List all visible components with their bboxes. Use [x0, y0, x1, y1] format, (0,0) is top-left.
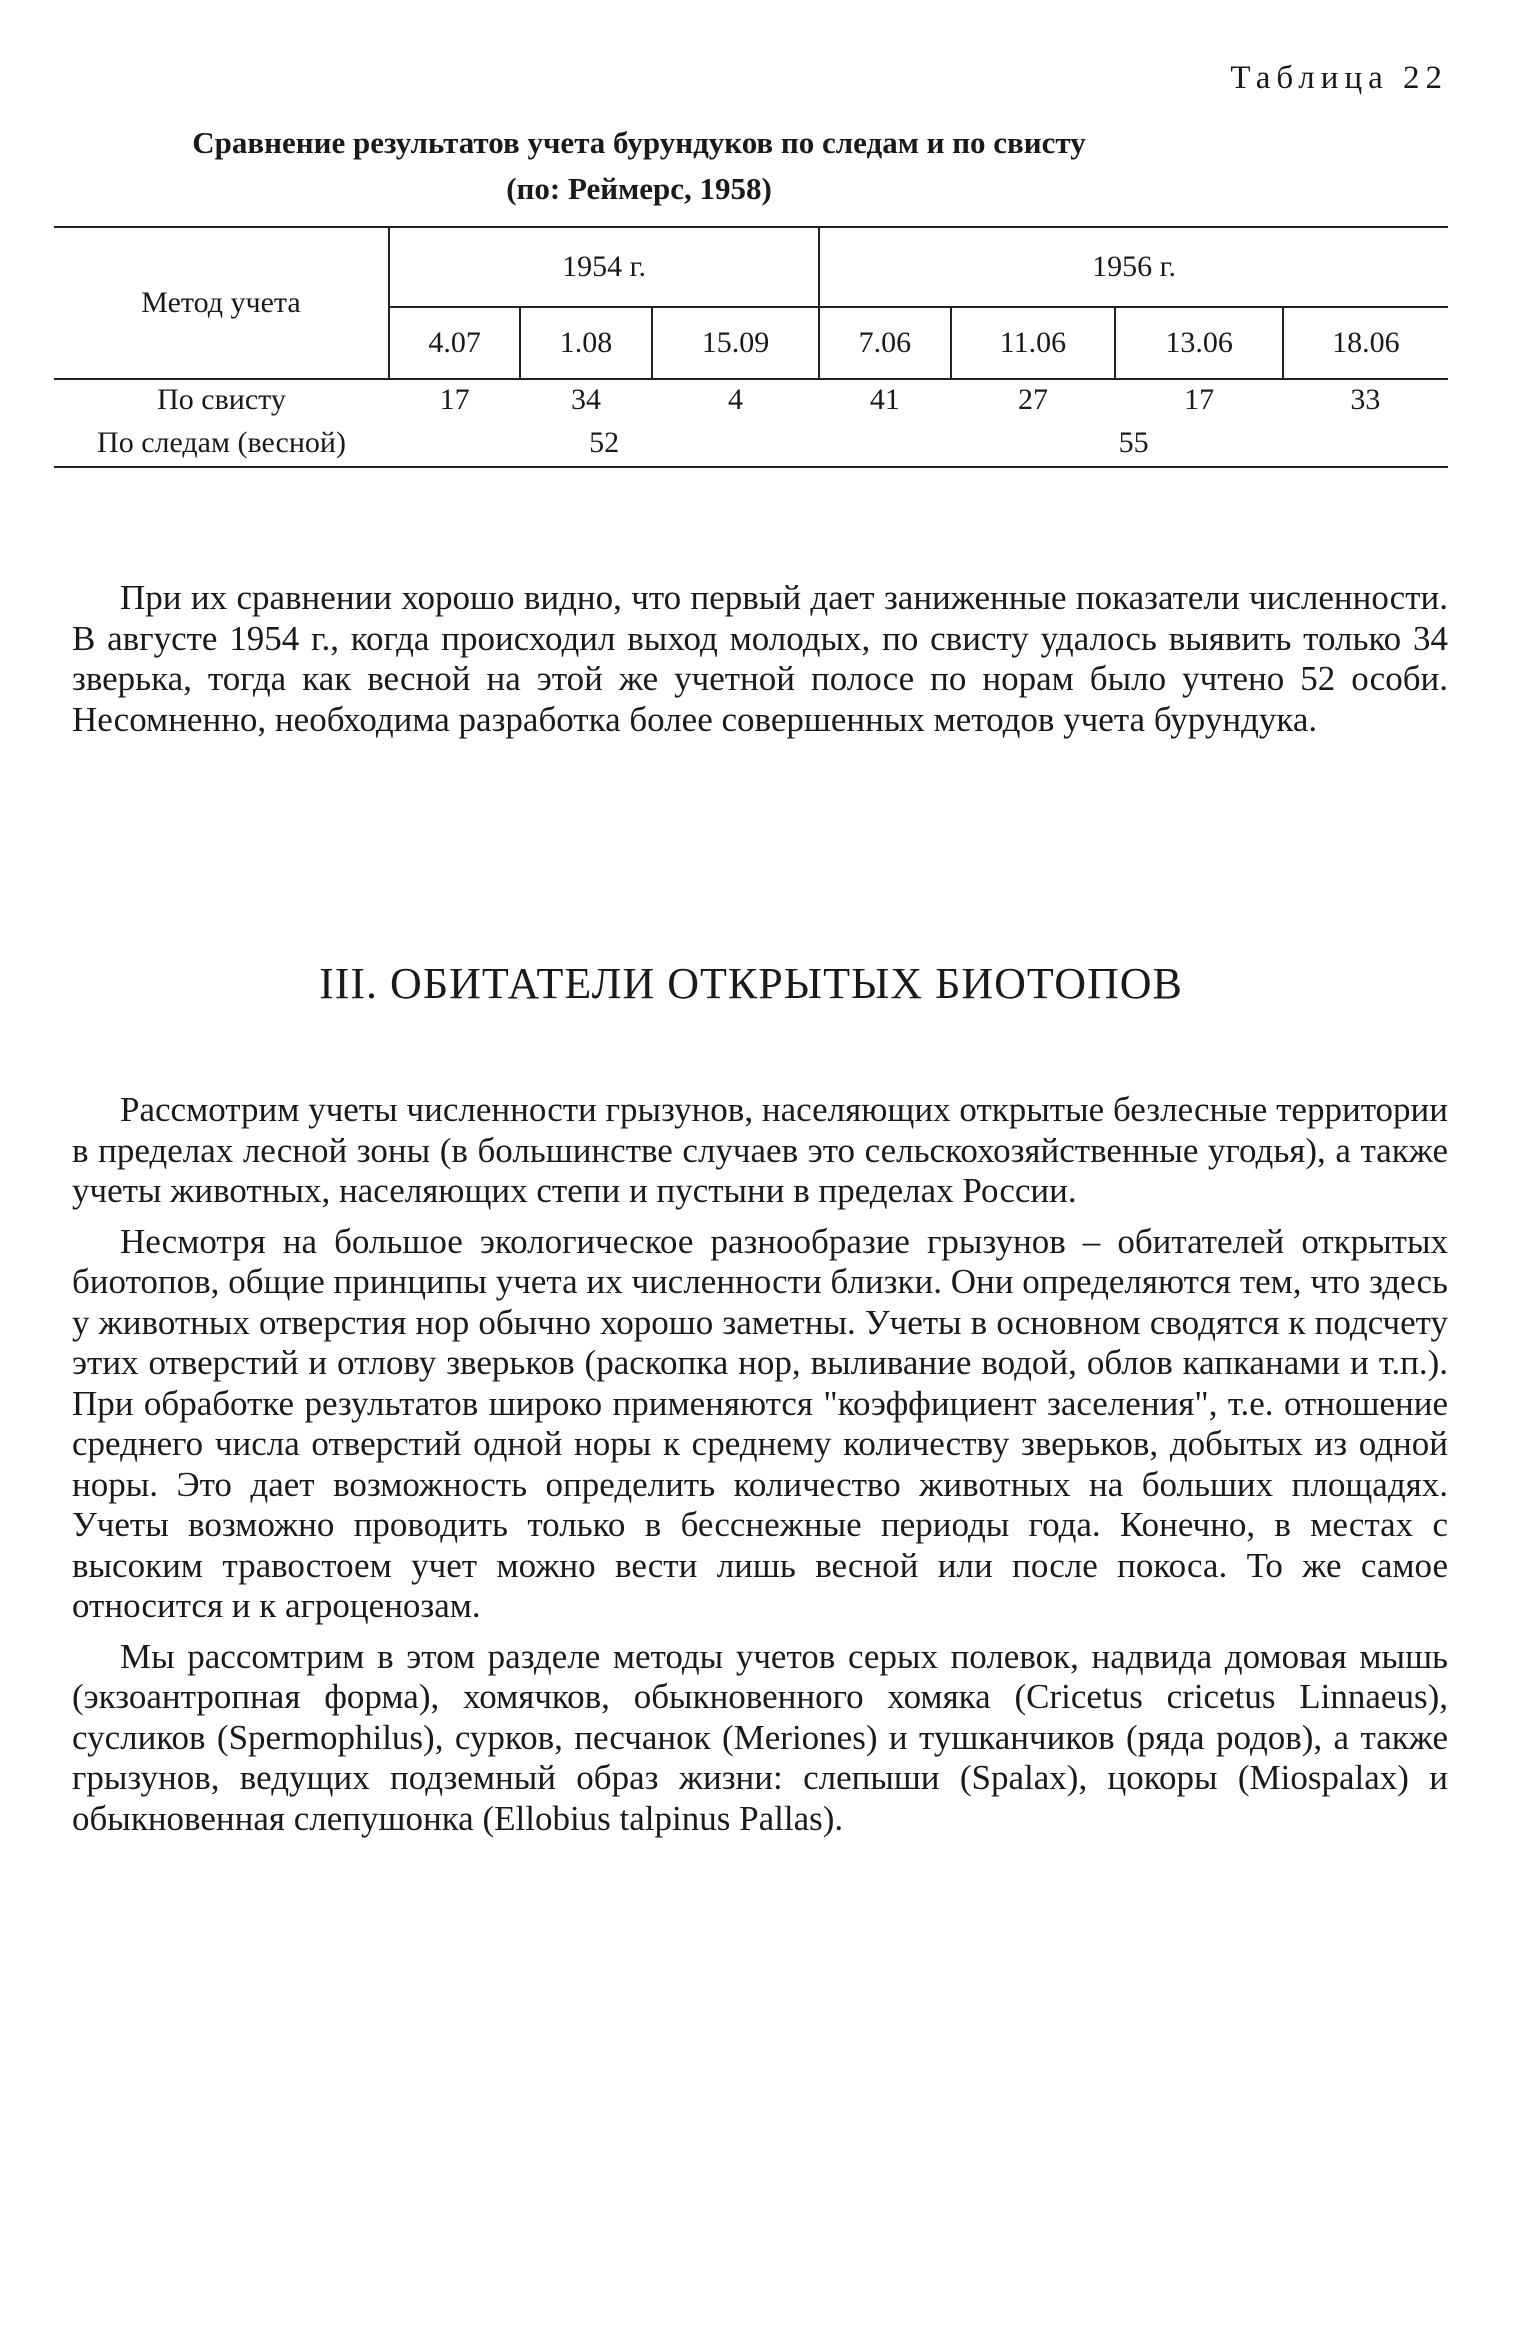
table-number-label: Таблица 22 — [1230, 60, 1448, 96]
table-cell: 4 — [727, 383, 743, 416]
paragraph: При их сравнении хорошо видно, что первый дает заниженные показатели численности. В августе 1954 г., когда происходил выход молодых, по свисту удалось выявить только 34 зверька, тогда как весной на этой же учетной полосе по норам было учтено 52 особи. Несомненно, необходима разработка более совершенных методов учета бурундука. — [72, 578, 1448, 739]
table-cell: 27 — [1017, 383, 1048, 416]
table-header-row-years — [54, 227, 1448, 307]
row-label-whistle: По свисту — [157, 383, 286, 416]
section-text-block — [72, 1090, 1448, 1849]
date-header-cell: 4.07 — [389, 307, 520, 379]
paragraph: Мы рассомтрим в этом разделе методы учетов серых полевок, надвида домовая мышь (экзоантропная форма), хомячков, обыкновенного хомяка (Cricetus cricetus Linnaeus), сусликов (Spermophilus), сурков, песчанок (Meriones) и тушканчиков (ряда родов), а также грызунов, ведущих подземный образ жизни: слепыши (Spalax), цокоры (Miospalax) и обыкновенная слепушонка (Ellobius talpinus Pallas). — [72, 1636, 1448, 1838]
date-header-cell: 7.06 — [819, 307, 950, 379]
date-header-cell: 18.06 — [1283, 307, 1448, 379]
table-title-line-1: Сравнение результатов учета бурундуков по следам и по свисту — [192, 125, 1086, 160]
comparison-table — [54, 226, 1448, 468]
date-header-cell: 15.09 — [652, 307, 820, 379]
table-row-tracks — [54, 420, 1448, 467]
paragraph: Несмотря на большое экологическое разнообразие грызунов – обитателей открытых биотопов, общие принципы учета их численности близки. Они определяются тем, что здесь у животных отверстия нор обычно хорошо заметны. Учеты в основном сводятся к подсчету этих отверстий и отлову зверьков (раскопка нор, выливание водой, облов капканами и т.п.). При обработке результатов широко применяются "коэффициент заселения", т.е. отношение среднего числа отверстий одной норы к среднему количеству зверьков, добытых из одной норы. Это дает возможность определить количество животных на больших площадях. Учеты возможно проводить только в бесснежные периоды года. Конечно, в местах с высоким травостоем учет можно вести лишь весной или после покоса. То же самое относится и к агроценозам. — [72, 1221, 1448, 1625]
table-title — [54, 120, 1224, 212]
row-label-tracks: По следам (весной) — [54, 420, 389, 467]
table-cell: 34 — [571, 383, 602, 416]
date-header-cell: 11.06 — [951, 307, 1116, 379]
intro-text-block — [72, 578, 1448, 750]
table-cell: 33 — [1350, 383, 1381, 416]
table-cell: 17 — [439, 383, 470, 416]
table-title-line-2: (по: Реймерс, 1958) — [506, 171, 772, 206]
table-row-whistle — [54, 379, 1448, 420]
paragraph: Рассмотрим учеты численности грызунов, населяющих открытые безлесные территории в пределах лесной зоны (в большинстве случаев это сельскохозяйственные угодья), а также учеты животных, населяющих степи и пустыни в пределах России. — [72, 1090, 1448, 1210]
year-1954-header: 1954 г. — [389, 227, 819, 307]
table-cell-tracks-1956: 55 — [819, 420, 1448, 467]
table-cell-tracks-1954: 52 — [389, 420, 819, 467]
date-header-cell: 1.08 — [520, 307, 651, 379]
table-cell: 41 — [869, 383, 900, 416]
method-header-cell: Метод учета — [54, 227, 389, 379]
section-heading: III. ОБИТАТЕЛИ ОТКРЫТЫХ БИОТОПОВ — [319, 959, 1183, 1008]
date-header-cell: 13.06 — [1115, 307, 1283, 379]
year-1956-header: 1956 г. — [819, 227, 1448, 307]
table-cell: 17 — [1184, 383, 1215, 416]
